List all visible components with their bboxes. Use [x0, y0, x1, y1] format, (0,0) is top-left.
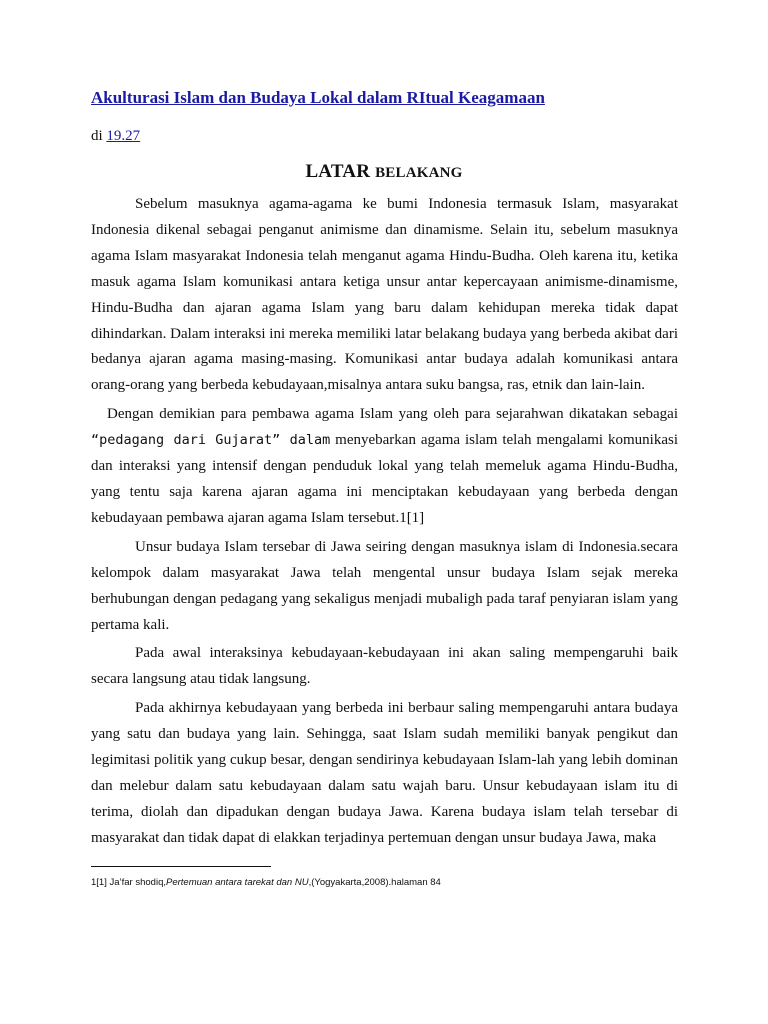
- footnote-rest: ,(Yogyakarta,2008).halaman 84: [308, 877, 441, 888]
- heading-word-2: BELAKANG: [375, 165, 463, 181]
- byline: [91, 128, 140, 145]
- paragraph-5: Pada akhirnya kebudayaan yang berbeda ini berbaur saling mempengaruhi antara budaya yang satu dan budaya yang lain. Sehingga, saat Islam sudah memiliki banyak pengikut dan legimitasi politik yang cukup besar, dengan sendirinya kebudayaan Islam-lah yang lebih dominan dan melebur dalam satu kebudayaan dalam satu wajah baru. Unsur kebudayaan islam itu di terima, diolah dan dipadukan dengan budaya Jawa. Karena budaya islam telah tersebar di masyarakat dan tidak dapat di elakkan terjadinya pertemuan dengan unsur budaya Jawa, maka: [91, 700, 678, 846]
- footnote: [91, 877, 441, 888]
- footnote-separator: [91, 866, 271, 867]
- heading-word-1: LATAR: [305, 161, 371, 182]
- paragraph-2-rest: menyebarkan agama islam telah mengalami komunikasi dan interaksi yang intensif dengan penduduk lokal yang telah memeluk agama Hindu-Budha, yang tentu saja karena ajaran agama ini menciptakan kebudayaan yang berbeda dengan kebudayaan pembawa ajaran agama Islam tersebut.1[1]: [91, 432, 678, 526]
- section-heading: [0, 161, 768, 183]
- byline-prefix: di: [91, 128, 103, 144]
- article-title-link[interactable]: Akulturasi Islam dan Budaya Lokal dalam RItual Keagamaan: [91, 88, 545, 107]
- paragraph-4: Pada awal interaksinya kebudayaan-kebudayaan ini akan saling mempengaruhi baik secara langsung atau tidak langsung.: [91, 645, 678, 688]
- footnote-book-title: Pertemuan antara tarekat dan NU: [166, 877, 309, 888]
- paragraph-1: Sebelum masuknya agama-agama ke bumi Indonesia termasuk Islam, masyarakat Indonesia dikenal sebagai penganut animisme dan dinamisme. Selain itu, sebelum masuknya agama Islam masyarakat Indonesia telah menganut agama Hindu-Budha. Oleh karena itu, ketika masuk agama Islam komunikasi antara ketiga unsur antar kepercayaan animisme-dinamisme, Hindu-Budha dan ajaran agama Islam yang baru dalam kehidupan mereka tidak dapat dihindarkan. Dalam interaksi ini mereka memiliki latar belakang budaya yang berbeda akibat dari bedanya ajaran agama masing-masing. Komunikasi antar budaya adalah komunikasi antara orang-orang yang berbeda kebudayaan,misalnya antara suku bangsa, ras, etnik dan lain-lain.: [91, 196, 678, 394]
- footnote-lead: 1[1] Ja’far shodiq,: [91, 877, 166, 888]
- paragraph-2-quote: “pedagang dari Gujarat” dalam: [91, 432, 331, 449]
- body-text: [91, 192, 678, 852]
- paragraph-3: Unsur budaya Islam tersebar di Jawa seiring dengan masuknya islam di Indonesia.secara kelompok dalam masyarakat Jawa telah mengental unsur budaya Islam sejak mereka berhubungan dengan pedagang yang sekaligus menjadi mubaligh pada taraf penyiaran islam yang pertama kali.: [91, 538, 678, 633]
- paragraph-2: [91, 402, 678, 532]
- byline-time-link[interactable]: 19.27: [106, 128, 141, 144]
- paragraph-2-lead: Dengan demikian para pembawa agama Islam yang oleh para sejarahwan dikatakan sebagai: [107, 406, 678, 423]
